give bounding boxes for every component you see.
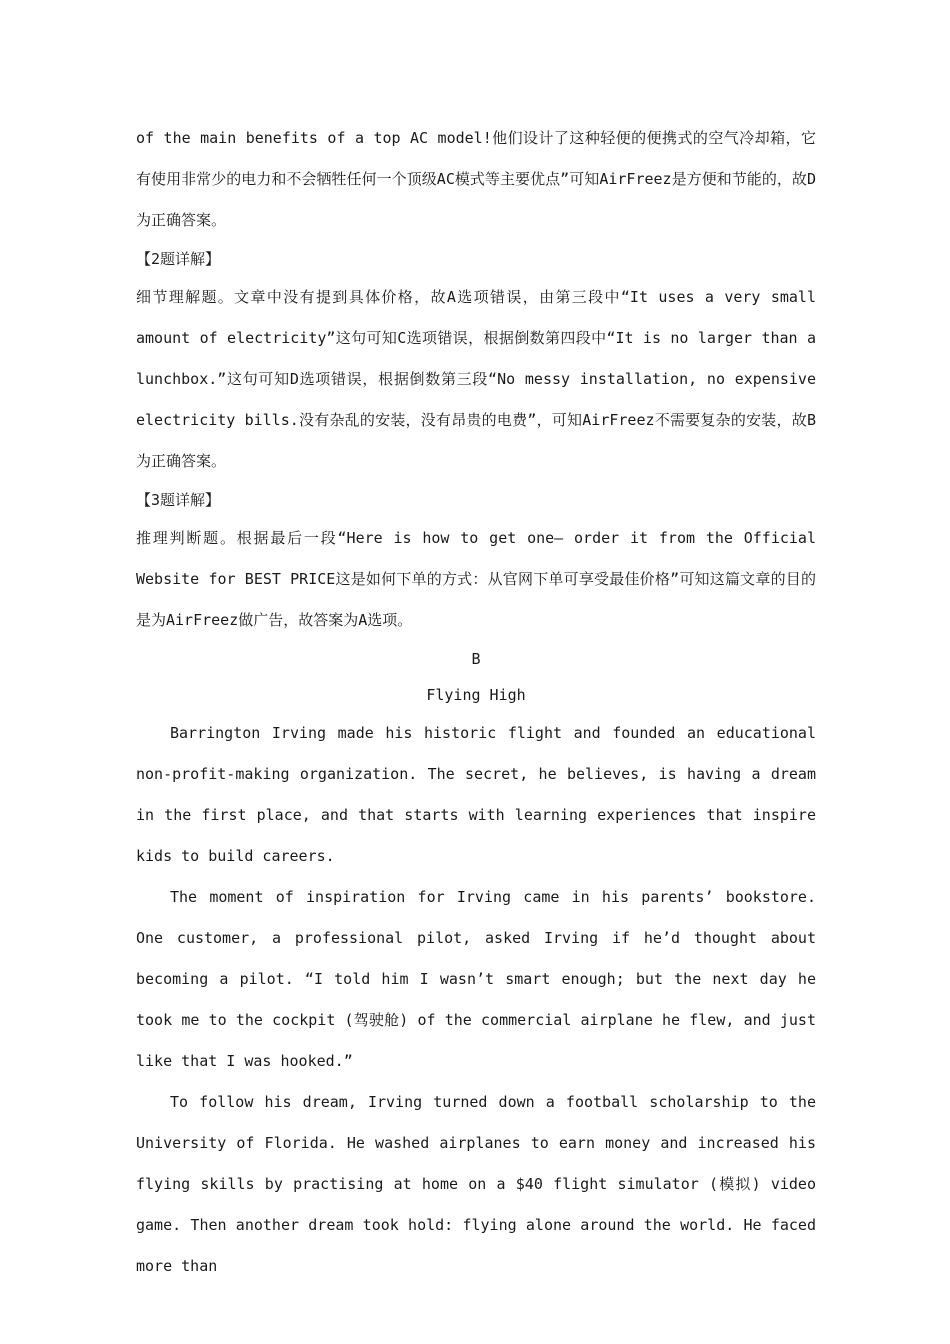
q1-analysis-tail: of the main benefits of a top AC model!他们设计了这种轻便的便携式的空气冷却箱，它有使用非常少的电力和不会牺牲任何一个顶级AC模式等主要优点”可知AirFreez是方便和节能的，故D为正确答案。 [136, 129, 816, 229]
passage-paragraph-2: The moment of inspiration for Irving came in his parents’ bookstore. One customer, a professional pilot, asked Irving if he’d thought about becoming a pilot. “I told him I wasn’t smart enough; but the next day he took me to the cockpit (驾驶舱) of the commercial airplane he flew, and just like that I was hooked.” [136, 888, 816, 1070]
document-page [136, 118, 816, 1287]
passage-paragraph-3: To follow his dream, Irving turned down a football scholarship to the University of Florida. He washed airplanes to earn money and increased his flying skills by practising at home on a $40 flight simulator (模拟) video game. Then another dream took hold: flying alone around the world. He faced more than [136, 1093, 816, 1275]
passage-paragraph-1: Barrington Irving made his historic flight and founded an educational non-profit-making organization. The secret, he believes, is having a dream in the first place, and that starts with learning experiences that inspire kids to build careers. [136, 724, 816, 865]
passage-title: Flying High [426, 686, 526, 704]
passage-label: B [471, 650, 481, 668]
q3-analysis: 推理判断题。根据最后一段“Here is how to get one— order it from the Official Website for BEST PRICE这是如何下单的方式：从官网下单可享受最佳价格”可知这篇文章的目的是为AirFreez做广告，故答案为A选项。 [136, 529, 816, 629]
q2-analysis: 细节理解题。文章中没有提到具体价格，故A选项错误，由第三段中“It uses a very small amount of electricity”这句可知C选项错误，根据倒数第四段中“It is no larger than a lunchbox.”这句可知D选项错误，根据倒数第三段“No messy installation, no expensive electricity bills.没有杂乱的安装，没有昂贵的电费”，可知AirFreez不需要复杂的安装，故B为正确答案。 [136, 288, 816, 470]
q2-heading: 【2题详解】 [136, 250, 221, 268]
q3-heading: 【3题详解】 [136, 491, 221, 509]
